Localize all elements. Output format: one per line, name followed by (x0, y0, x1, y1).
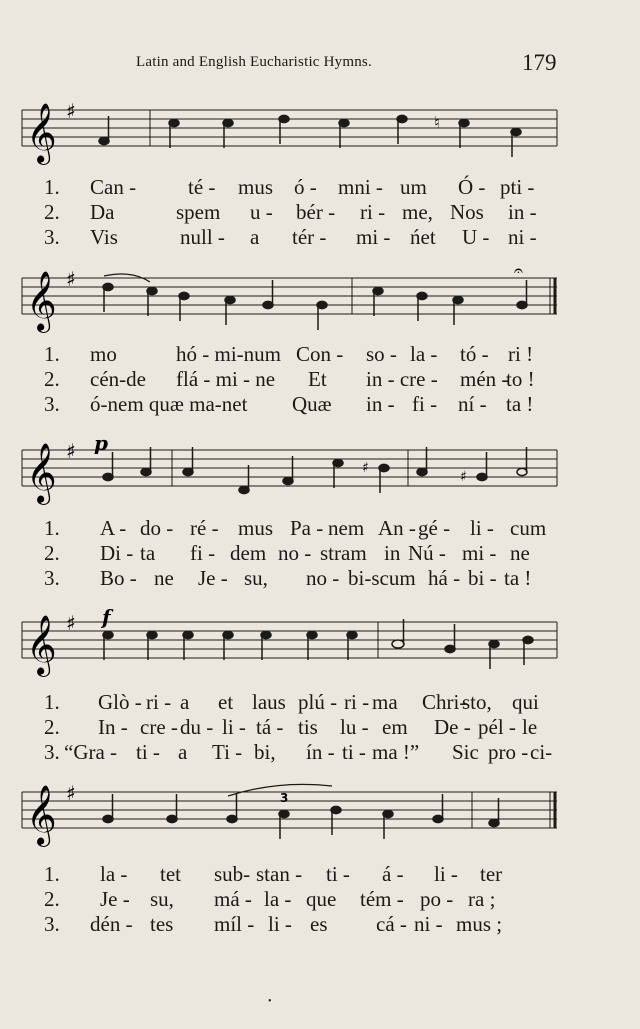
dynamic-marking: p (94, 431, 108, 455)
lyric-syllable: stan - (256, 862, 303, 886)
lyric-syllable: tet (160, 862, 181, 886)
fermata-icon: 𝄐 (514, 261, 523, 280)
lyric-syllable: bér - (296, 200, 336, 224)
verse-number: 3. (44, 566, 60, 590)
lyric-syllable: ma (372, 690, 398, 714)
lyric-syllable: Je - (100, 887, 130, 911)
lyric-syllable: ni - (414, 912, 443, 936)
lyric-syllable: li - (434, 862, 458, 886)
lyric-syllable: um (400, 175, 427, 199)
staff-2 (22, 261, 562, 331)
verse-number: 3. (44, 225, 60, 249)
lyric-syllable: no - (306, 566, 340, 590)
lyric-syllable: ter (480, 862, 503, 886)
lyric-syllable: “Gra - (64, 740, 118, 764)
lyric-syllable: cre - (140, 715, 178, 739)
lyric-syllable: Et (308, 367, 327, 391)
svg-text:♮: ♮ (434, 113, 440, 132)
lyric-syllable: Glò - (98, 690, 142, 714)
lyric-syllable: Vis (90, 225, 118, 249)
lyric-syllable: flá - mi - ne (176, 367, 276, 391)
lyric-syllable: su, (150, 887, 174, 911)
lyric-syllable: mus (238, 175, 274, 199)
lyric-syllable: a (250, 225, 260, 249)
lyric-syllable: mus ; (456, 912, 503, 936)
staff-4 (22, 605, 562, 676)
lyric-syllable: mén - (460, 367, 509, 391)
lyric-syllable: mi - (462, 541, 497, 565)
staff-5 (22, 778, 562, 844)
lyric-syllable: du - (180, 715, 214, 739)
verse-line (0, 541, 640, 567)
lyric-syllable: ne (154, 566, 174, 590)
lyric-syllable: ni - (508, 225, 537, 249)
treble-clef-icon: 𝄞 (26, 271, 57, 331)
verse-number: 2. (44, 887, 60, 911)
lyric-syllable: tér - (292, 225, 327, 249)
lyric-syllable: null - (180, 225, 225, 249)
lyric-syllable: ra ; (468, 887, 496, 911)
lyric-syllable: Sic (452, 740, 479, 764)
lyric-syllable: Nú - (408, 541, 446, 565)
dynamic-marking: f (102, 605, 111, 629)
lyric-syllable: me, (402, 200, 433, 224)
verse-line (0, 912, 640, 938)
lyric-syllable: ta ! (504, 566, 532, 590)
verse-number: 2. (44, 367, 60, 391)
verse-line (0, 392, 640, 418)
lyric-syllable: la - (410, 342, 438, 366)
lyric-syllable: sto, (462, 690, 492, 714)
verse-line (0, 367, 640, 393)
lyric-syllable: Can - (90, 175, 137, 199)
lyric-syllable: gé - (418, 516, 451, 540)
lyric-syllable: li - (470, 516, 494, 540)
verse-number: 2. (44, 715, 60, 739)
verse-number: 2. (44, 200, 60, 224)
lyric-syllable: An - (378, 516, 416, 540)
lyric-syllable: a (180, 690, 190, 714)
lyric-syllable: le (522, 715, 538, 739)
lyric-syllable: es (310, 912, 328, 936)
lyric-syllable: ré - (190, 516, 219, 540)
lyric-syllable: ta ! (506, 392, 534, 416)
lyric-syllable: ma !” (372, 740, 420, 764)
lyric-syllable: po - (420, 887, 454, 911)
verse-number: 2. (44, 541, 60, 565)
lyric-syllable: li - (222, 715, 246, 739)
treble-clef-icon: 𝄞 (26, 785, 57, 845)
verse-number: 3. (44, 392, 60, 416)
lyric-syllable: ri ! (508, 342, 534, 366)
lyric-syllable: ta (140, 541, 156, 565)
lyric-syllable: á - (382, 862, 404, 886)
lyric-syllable: ńet (410, 225, 436, 249)
svg-text:♯: ♯ (362, 460, 369, 476)
lyric-syllable: bi - (468, 566, 497, 590)
lyric-syllable: lu - (340, 715, 369, 739)
lyric-syllable: in - (366, 392, 395, 416)
lyric-syllable: plú - (298, 690, 338, 714)
verse-number: 1. (44, 342, 60, 366)
lyric-syllable: tes (150, 912, 174, 936)
lyric-syllable: qui (512, 690, 539, 714)
lyric-syllable: u - (250, 200, 273, 224)
treble-clef-icon: 𝄞 (26, 443, 57, 503)
lyric-syllable: tó - (460, 342, 489, 366)
lyric-syllable: Bo - (100, 566, 137, 590)
lyric-syllable: cén-de (90, 367, 146, 391)
lyric-syllable: De - (434, 715, 471, 739)
lyric-syllable: ó-nem quæ ma-net (90, 392, 248, 416)
lyric-syllable: que (306, 887, 337, 911)
page-header (0, 52, 640, 82)
verse-line (0, 862, 640, 888)
lyric-syllable: mo (90, 342, 117, 366)
lyric-syllable: li - (268, 912, 292, 936)
staff-3 (22, 431, 562, 503)
lyric-syllable: bi, (254, 740, 276, 764)
lyric-syllable: et (218, 690, 234, 714)
verse-line (0, 690, 640, 716)
staff-1 (22, 100, 562, 166)
lyric-syllable: pti - (500, 175, 535, 199)
footer-mark: • (268, 996, 272, 1007)
lyric-syllable: ti - (136, 740, 160, 764)
verse-number: 1. (44, 690, 60, 714)
lyric-syllable: ti - (326, 862, 350, 886)
lyric-syllable: míl - (214, 912, 255, 936)
lyric-syllable: Nos (450, 200, 484, 224)
lyric-syllable: no - (278, 541, 312, 565)
verse-line (0, 342, 640, 368)
verse-number: 3. (44, 740, 60, 764)
lyric-syllable: nem (328, 516, 365, 540)
sharp-sign: ♯ (66, 267, 76, 291)
lyric-syllable: a (178, 740, 188, 764)
lyric-syllable: há - (428, 566, 461, 590)
lyric-syllable: in - (508, 200, 537, 224)
lyric-syllable: stram (320, 541, 367, 565)
lyric-syllable: pro - (488, 740, 529, 764)
sharp-sign: ♯ (66, 439, 76, 463)
treble-clef-icon: 𝄞 (26, 615, 57, 675)
lyric-syllable: dem (230, 541, 267, 565)
lyric-syllable: ne (510, 541, 530, 565)
lyric-syllable: Chri- (422, 690, 467, 714)
lyric-syllable: tá - (256, 715, 284, 739)
verse-number: 1. (44, 516, 60, 540)
lyric-syllable: In - (98, 715, 128, 739)
lyric-syllable: la - (100, 862, 128, 886)
lyric-syllable: ci- (530, 740, 553, 764)
lyric-syllable: ó - (294, 175, 317, 199)
lyric-syllable: ri - (344, 690, 370, 714)
lyric-syllable: su, (244, 566, 268, 590)
lyric-syllable: hó - mi-num (176, 342, 281, 366)
lyric-syllable: to ! (506, 367, 535, 391)
lyric-syllable: tis (298, 715, 318, 739)
lyric-syllable: mni - (338, 175, 383, 199)
lyric-syllable: Pa - (290, 516, 324, 540)
lyric-syllable: fi - (190, 541, 216, 565)
lyric-syllable: spem (176, 200, 221, 224)
verse-line (0, 566, 640, 592)
verse-line (0, 740, 640, 766)
lyric-syllable: bi-scum (348, 566, 416, 590)
lyric-syllable: in (384, 541, 401, 565)
lyric-syllable: cum (510, 516, 547, 540)
lyric-syllable: Ti - (212, 740, 243, 764)
lyric-syllable: pél - (478, 715, 516, 739)
lyric-syllable: mi - (356, 225, 391, 249)
tuplet-marking: 3 (280, 791, 289, 805)
lyric-syllable: Quæ (292, 392, 332, 416)
verse-line (0, 715, 640, 741)
lyric-syllable: fi - (412, 392, 438, 416)
verse-line (0, 200, 640, 226)
verse-number: 3. (44, 912, 60, 936)
lyric-syllable: em (382, 715, 408, 739)
lyric-syllable: A - (100, 516, 127, 540)
lyric-syllable: Da (90, 200, 115, 224)
lyric-syllable: má - (214, 887, 252, 911)
lyric-syllable: Ó - (458, 175, 486, 199)
verse-line (0, 225, 640, 251)
lyric-syllable: do - (140, 516, 174, 540)
lyric-syllable: sub- (214, 862, 251, 886)
lyric-syllable: laus (252, 690, 286, 714)
verse-number: 1. (44, 862, 60, 886)
lyric-syllable: ín - (306, 740, 335, 764)
svg-text:♯: ♯ (460, 469, 467, 485)
lyric-syllable: ri - (360, 200, 386, 224)
verse-line (0, 175, 640, 201)
lyric-syllable: té - (188, 175, 216, 199)
lyric-syllable: dén - (90, 912, 133, 936)
sharp-sign: ♯ (66, 611, 76, 635)
lyric-syllable: cá - (376, 912, 407, 936)
lyric-syllable: tém - (360, 887, 404, 911)
running-title: Latin and English Eucharistic Hymns. (136, 54, 372, 70)
lyric-syllable: ní - (458, 392, 487, 416)
lyric-syllable: la - (264, 887, 292, 911)
lyric-syllable: mus (238, 516, 274, 540)
sharp-sign: ♯ (66, 99, 76, 123)
lyric-syllable: so - (366, 342, 397, 366)
sharp-sign: ♯ (66, 781, 76, 805)
lyric-syllable: in - cre - (366, 367, 438, 391)
lyric-syllable: Di - (100, 541, 134, 565)
treble-clef-icon: 𝄞 (26, 103, 57, 163)
lyric-syllable: ti - (342, 740, 366, 764)
verse-number: 1. (44, 175, 60, 199)
lyric-syllable: Con - (296, 342, 344, 366)
verse-line (0, 887, 640, 913)
page-number: 179 (522, 50, 557, 75)
lyric-syllable: U - (462, 225, 490, 249)
lyric-syllable: Je - (198, 566, 228, 590)
lyric-syllable: ri - (146, 690, 172, 714)
verse-line (0, 516, 640, 542)
